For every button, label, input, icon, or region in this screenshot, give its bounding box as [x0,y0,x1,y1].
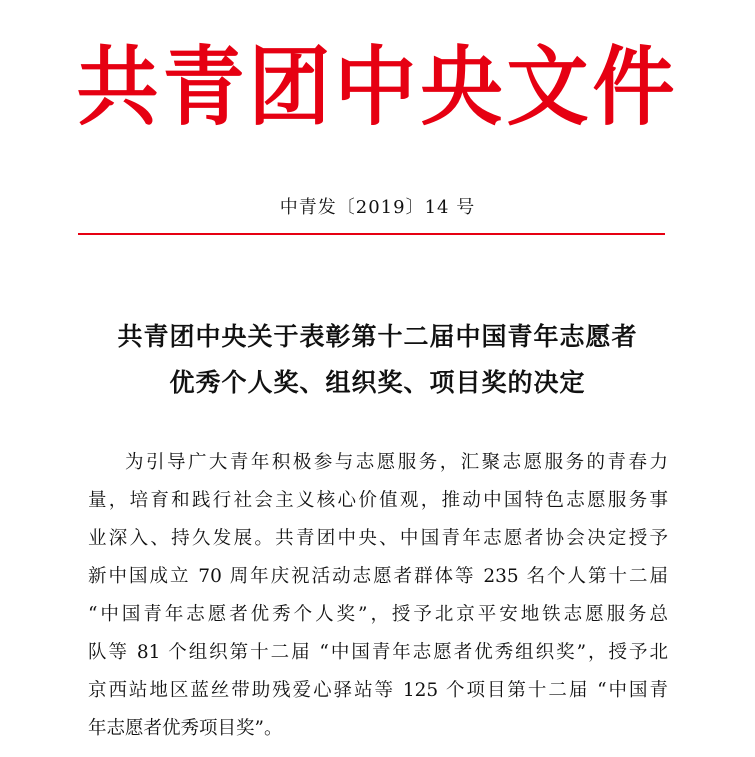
document-title [0,314,755,406]
body-line-2: 量，培育和践行社会主义核心价值观，推动中国特色志愿服务事 [88,490,668,511]
body-line-3: 业深入、持久发展。共青团中央、中国青年志愿者协会决定授予 [88,528,668,549]
body-line-1: 为引导广大青年积极参与志愿服务，汇聚志愿服务的青春力 [125,452,668,473]
masthead-title: 共青团中央文件 [76,36,679,138]
body-line-7: 京西站地区蓝丝带助残爱心驿站等 125 个项目第十二届 “中国青 [88,680,668,701]
title-line-1: 共青团中央关于表彰第十二届中国青年志愿者 [117,322,638,351]
body-line-6: 队等 81 个组织第十二届 “中国青年志愿者优秀组织奖”，授予北 [88,642,668,663]
body-line-8: 年志愿者优秀项目奖”。 [88,718,283,739]
title-line-2: 优秀个人奖、组织奖、项目奖的决定 [169,368,586,397]
body-line-5: “中国青年志愿者优秀个人奖”，授予北京平安地铁志愿服务总 [88,604,668,625]
red-divider-line [78,233,665,235]
body-paragraph [88,444,668,748]
document-number: 中青发〔2019〕14 号 [279,197,476,218]
body-line-4: 新中国成立 70 周年庆祝活动志愿者群体等 235 名个人第十二届 [88,566,668,587]
